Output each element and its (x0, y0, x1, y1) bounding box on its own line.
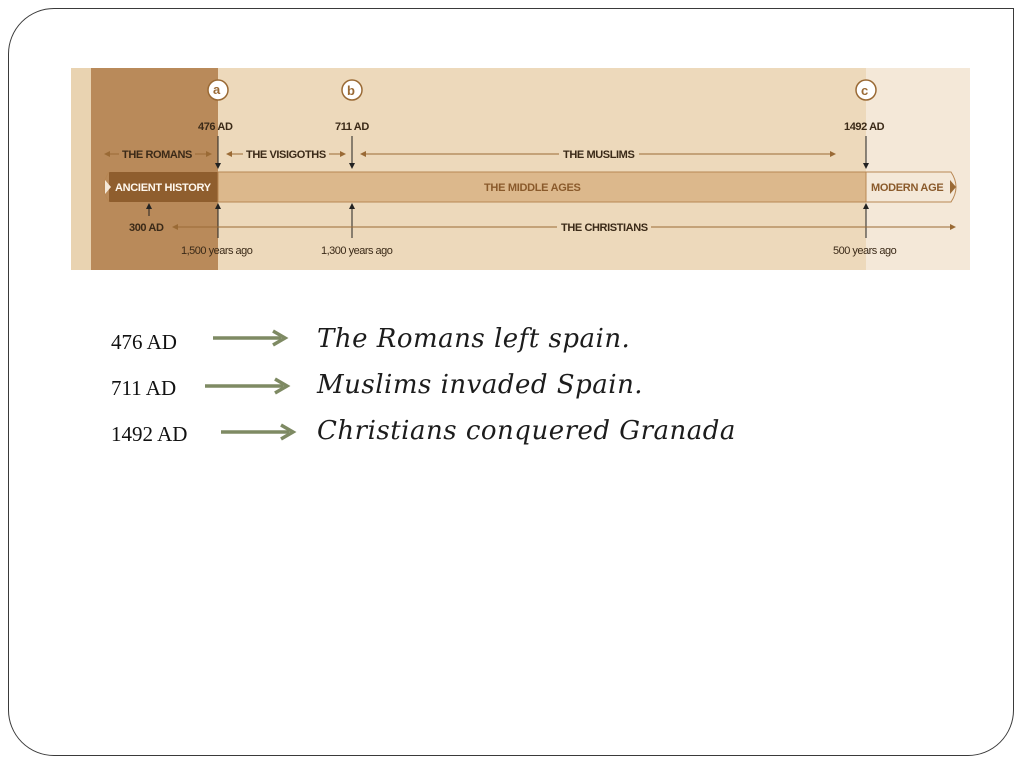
band-label-middle: THE MIDDLE AGES (484, 182, 581, 194)
period-muslims: THE MUSLIMS (563, 149, 635, 161)
event-row (111, 368, 811, 414)
event-row (111, 322, 811, 368)
bg-ancient (91, 68, 218, 270)
event-date: 476 AD (111, 330, 177, 354)
band-label-ancient: ANCIENT HISTORY (115, 182, 211, 194)
right-arrow-icon (213, 328, 289, 348)
marker-b-date: 711 AD (335, 121, 369, 133)
event-description: The Romans left spain. (317, 324, 631, 354)
marker-a-date: 476 AD (198, 121, 233, 133)
event-description: Christians conquered Granada (317, 416, 736, 446)
period-visigoths: THE VISIGOTHS (246, 149, 326, 161)
lower-date-300: 300 AD (129, 222, 164, 234)
bg-middle (218, 68, 866, 270)
events-list (111, 322, 811, 460)
bg-modern (866, 68, 970, 270)
event-date: 1492 AD (111, 422, 188, 446)
period-christians: THE CHRISTIANS (561, 222, 648, 234)
event-date: 711 AD (111, 376, 177, 400)
marker-c-letter: c (861, 83, 868, 98)
event-description: Muslims invaded Spain. (317, 370, 644, 400)
event-row (111, 414, 811, 460)
right-arrow-icon (205, 376, 291, 396)
marker-c-date: 1492 AD (844, 121, 885, 133)
years-ago-500: 500 years ago (833, 245, 897, 257)
timeline-diagram (71, 68, 970, 270)
marker-a-letter: a (213, 82, 220, 97)
marker-b-letter: b (347, 83, 355, 98)
years-ago-1300: 1,300 years ago (321, 245, 393, 257)
timeline-svg (71, 68, 970, 270)
years-ago-1500: 1,500 years ago (181, 245, 253, 257)
right-arrow-icon (221, 422, 297, 442)
band-label-modern: MODERN AGE (871, 182, 944, 194)
period-romans: THE ROMANS (122, 149, 192, 161)
bg-left-edge (71, 68, 91, 270)
